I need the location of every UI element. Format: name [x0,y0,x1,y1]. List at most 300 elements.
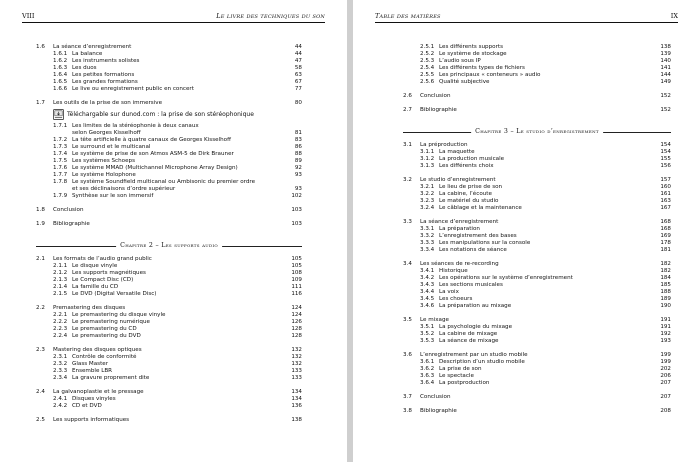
entry-page: 168 [660,219,671,225]
entry-title: Les différents supports [439,44,503,50]
entry-title: Le live ou enregistrement public en concert [72,86,194,92]
toc-subsection-entry[interactable] [36,151,302,158]
entry-page: 132 [291,347,302,353]
entry-title: Mastering des disques optiques [53,347,142,353]
entry-number: 1.6.2 [53,58,68,64]
entry-number: 2.5.4 [420,65,435,71]
entry-title: Le système de prise de son Atmos ASM-5 de Dirk Brauner [72,151,234,157]
entry-title: CD et DVD [72,403,102,409]
toc-subsection-entry[interactable] [403,240,671,247]
entry-page: 138 [291,417,302,423]
entry-page: 93 [294,172,302,178]
entry-number: 3.6.2 [420,366,435,372]
toc-subsection-entry[interactable] [36,326,302,333]
entry-title: Conclusion [53,207,84,213]
download-icon [53,109,64,120]
toc-subsection-entry[interactable] [36,72,302,79]
entry-page: 199 [660,352,671,358]
entry-page: 103 [291,207,302,213]
entry-page: 155 [660,156,671,162]
toc-subsection-entry[interactable] [403,247,671,254]
entry-page: 182 [660,268,671,274]
entry-number: 3.4.1 [420,268,435,274]
entry-title: Contrôle de conformité [72,354,137,360]
entry-number: 3.4 [403,261,412,267]
entry-title: Les outils de la prise de son immersive [53,100,163,106]
entry-number: 3.3.3 [420,240,435,246]
entry-title: La galvanoplastie et le pressage [53,389,144,395]
toc-section-entry[interactable] [403,317,671,324]
entry-page: 189 [660,296,671,302]
entry-number: 1.6.6 [53,86,68,92]
entry-title: Les grandes formations [72,79,138,85]
entry-title: Historique [439,268,468,274]
entry-number: 3.2 [403,177,412,183]
entry-number: 1.7.5 [53,158,68,164]
toc-section [36,123,302,228]
toc-subsection-entry[interactable] [36,368,302,375]
entry-title: Description d’un studio mobile [439,359,525,365]
entry-number: 3.2.2 [420,191,435,197]
entry-page: 199 [660,359,671,365]
toc-subsection-entry[interactable] [403,359,671,366]
toc-section-entry[interactable] [36,100,302,107]
entry-page: 184 [660,275,671,281]
entry-title: Le matériel du studio [439,198,499,204]
entry-page: 92 [294,165,302,171]
entry-number: 1.9 [36,221,45,227]
entry-page: 163 [660,198,671,204]
entry-title: La maquette [439,149,475,155]
entry-page: 88 [294,151,302,157]
entry-number: 2.2.3 [53,326,68,332]
toc-section-entry[interactable] [403,93,671,100]
entry-title: L’enregistrement par un studio mobile [420,352,528,358]
entry-number: 3.1.3 [420,163,435,169]
entry-number: 3.2.4 [420,205,435,211]
entry-title: La production musicale [439,156,505,162]
entry-page: 182 [660,261,671,267]
entry-page: 193 [660,338,671,344]
entry-title: Les supports magnétiques [72,270,146,276]
entry-title: La famille du CD [72,284,119,290]
toc-subsection-entry[interactable] [403,380,671,387]
entry-page: 152 [660,107,671,113]
entry-title: Bibliographie [53,221,90,227]
entry-page: 144 [660,72,671,78]
entry-title: La postproduction [439,380,490,386]
entry-number: 2.1.4 [53,284,68,290]
entry-title: Les opérations sur le système d’enregistrement [439,275,573,281]
right-page [353,0,700,462]
entry-title: La gravure proprement dite [72,375,150,381]
entry-page: 116 [291,291,302,297]
chapter-heading [36,241,302,250]
toc-section-entry[interactable] [403,408,671,415]
entry-number: 1.6.4 [53,72,68,78]
entry-number: 1.7.3 [53,144,68,150]
entry-number: 1.7.1 [53,123,68,129]
entry-title: La voix [439,289,459,295]
entry-number: 1.6.5 [53,79,68,85]
entry-page: 126 [291,319,302,325]
toc-subsection-entry[interactable] [36,333,302,340]
entry-page: 63 [294,72,302,78]
toc-subsection-entry[interactable] [36,193,302,200]
entry-page: 47 [294,58,302,64]
entry-page: 124 [291,312,302,318]
entry-number: 3.4.3 [420,282,435,288]
entry-title: Les sections musicales [439,282,503,288]
toc-subsection-entry[interactable] [403,79,671,86]
entry-title: Premastering des disques [53,305,126,311]
toc-subsection-entry[interactable] [403,338,671,345]
toc-subsection-entry[interactable] [403,303,671,310]
toc-subsection-entry[interactable] [36,403,302,410]
entry-title: Disques vinyles [72,396,116,402]
entry-title: Bibliographie [420,107,457,113]
toc-subsection-entry[interactable] [36,58,302,65]
entry-number: 3.5.1 [420,324,435,330]
left-page [0,0,347,462]
entry-number: 2.2 [36,305,45,311]
entry-page: 133 [291,375,302,381]
entry-title: Le Compact Disc (CD) [72,277,134,283]
entry-number: 2.3.3 [53,368,68,374]
entry-number: 2.1.5 [53,291,68,297]
entry-page: 124 [291,305,302,311]
entry-number: 3.5.3 [420,338,435,344]
toc-section-entry[interactable] [403,394,671,401]
entry-page: 191 [660,317,671,323]
entry-page: 207 [660,380,671,386]
entry-page: 44 [294,51,302,57]
entry-number: 3.3.4 [420,247,435,253]
toc-section-entry[interactable] [403,177,671,184]
toc-subsection-entry[interactable] [403,184,671,191]
toc-subsection-entry[interactable] [403,163,671,170]
page-header [22,8,325,23]
entry-number: 2.2.1 [53,312,68,318]
entry-title: Les séances de re-recording [420,261,499,267]
entry-number: 1.7.9 [53,193,68,199]
toc-subsection-entry[interactable] [36,312,302,319]
toc-subsection-entry[interactable] [403,149,671,156]
entry-page: 81 [294,130,302,136]
entry-title: et ses déclinaisons d’ordre supérieur [72,186,176,192]
entry-title: Le système Soundfield multicanal ou Ambisonic du premier ordre [72,179,256,185]
toc-subsection-entry[interactable] [403,331,671,338]
entry-page: 140 [660,58,671,64]
entry-page: 160 [660,184,671,190]
entry-page: 93 [294,186,302,192]
entry-number: 2.5.5 [420,72,435,78]
entry-number: 2.5.2 [420,51,435,57]
entry-title: Les systèmes Schoeps [72,158,136,164]
entry-title: Les choeurs [439,296,473,302]
entry-title: Glass Master [72,361,109,367]
toc-section-entry[interactable] [36,305,302,312]
entry-number: 3.2.3 [420,198,435,204]
toc-subsection-entry[interactable] [403,58,671,65]
entry-number: 3.5.2 [420,331,435,337]
entry-number: 1.6.3 [53,65,68,71]
entry-number: 3.4.6 [420,303,435,309]
toc-section-entry[interactable] [403,261,671,268]
entry-number: 2.5.6 [420,79,435,85]
toc-subsection-entry[interactable] [36,375,302,382]
toc-subsection-entry[interactable] [403,373,671,380]
toc-subsection-entry[interactable] [36,130,302,137]
entry-number: 1.7.6 [53,165,68,171]
entry-number: 3.1.2 [420,156,435,162]
toc-subsection-entry[interactable] [36,172,302,179]
entry-page: 105 [291,263,302,269]
entry-title: Le premastering du DVD [72,333,141,339]
entry-title: Les principaux « conteneurs » audio [439,72,541,78]
entry-title: Le câblage et la maintenance [439,205,522,211]
toc-subsection-entry[interactable] [36,319,302,326]
entry-page: 169 [660,233,671,239]
entry-title: Le premastering numérique [72,319,150,325]
entry-page: 154 [660,142,671,148]
entry-title: Les instruments solistes [72,58,140,64]
entry-page: 156 [660,163,671,169]
toc-section-entry[interactable] [36,207,302,214]
toc-subsection-entry[interactable] [36,291,302,298]
toc-subsection-entry[interactable] [403,156,671,163]
entry-number: 3.6.1 [420,359,435,365]
entry-page: 207 [660,394,671,400]
entry-number: 2.4 [36,389,45,395]
entry-title: Synthèse sur le son immersif [72,193,154,199]
entry-page: 191 [660,324,671,330]
entry-number: 2.5 [36,417,45,423]
entry-number: 2.4.2 [53,403,68,409]
entry-title: Le studio d’enregistrement [420,177,496,183]
download-text: Téléchargable sur dunod.com : la prise de son stéréophonique [67,111,254,118]
entry-number: 3.1 [403,142,412,148]
toc-subsection-entry[interactable] [36,51,302,58]
entry-number: 2.2.2 [53,319,68,325]
entry-number: 3.1.1 [420,149,435,155]
entry-title: Les limites de la stéréophonie à deux canaux [72,123,199,129]
entry-title: L’audio sous IP [439,58,481,64]
entry-page: 206 [660,373,671,379]
toc-left [36,44,302,424]
entry-number: 3.6 [403,352,412,358]
entry-number: 2.3 [36,347,45,353]
entry-page: 208 [660,408,671,414]
entry-page: 109 [291,277,302,283]
toc-section-entry[interactable] [36,44,302,51]
entry-number: 2.4.1 [53,396,68,402]
entry-title: Les différents types de fichiers [439,65,525,71]
entry-number: 3.5 [403,317,412,323]
toc-subsection-entry[interactable] [403,51,671,58]
entry-number: 2.6 [403,93,412,99]
entry-page: 67 [294,79,302,85]
toc-section-entry[interactable] [36,389,302,396]
entry-title: Les supports informatiques [53,417,130,423]
toc-subsection-entry[interactable] [403,366,671,373]
entry-number: 2.7 [403,107,412,113]
entry-title: Le DVD (Digital Versatile Disc) [72,291,157,297]
entry-title: Le spectacle [439,373,474,379]
entry-title: La prise de son [439,366,482,372]
entry-page: 188 [660,289,671,295]
toc-section-entry[interactable] [403,219,671,226]
toc-section-entry[interactable] [36,347,302,354]
entry-title: La psychologie du mixage [439,324,513,330]
entry-page: 58 [294,65,302,71]
toc-section-entry[interactable] [403,352,671,359]
entry-number: 3.3.2 [420,233,435,239]
entry-page: 83 [294,137,302,143]
entry-title: Ensemble LBR [72,368,113,374]
download-note[interactable] [36,109,302,122]
entry-page: 202 [660,366,671,372]
toc-subsection-entry[interactable] [36,263,302,270]
toc-section-entry[interactable] [36,256,302,263]
toc-subsection-entry[interactable] [36,158,302,165]
toc-subsection-entry[interactable] [36,361,302,368]
toc-subsection-entry[interactable] [36,284,302,291]
entry-title: La tête artificielle à quatre canaux de Georges Kisselhoff [72,137,231,143]
toc-subsection-entry[interactable] [36,123,302,130]
entry-page: 133 [291,368,302,374]
entry-title: La cabine, l’écoute [439,191,492,197]
entry-title: La séance d’enregistrement [420,219,499,225]
entry-page: 103 [291,221,302,227]
entry-number: 3.7 [403,394,412,400]
entry-page: 178 [660,240,671,246]
toc-subsection-entry[interactable] [403,191,671,198]
toc-subsection-entry[interactable] [36,277,302,284]
toc-subsection-entry[interactable] [403,233,671,240]
entry-number: 2.3.2 [53,361,68,367]
entry-title: Les notations de séance [439,247,507,253]
entry-title: Le système de stockage [439,51,507,57]
entry-page: 132 [291,361,302,367]
toc-subsection-entry[interactable] [36,165,302,172]
entry-number: 2.1.1 [53,263,68,269]
toc-section [403,44,671,114]
entry-title: Conclusion [420,93,451,99]
toc-subsection-entry[interactable] [36,270,302,277]
entry-title: Le lieu de prise de son [439,184,503,190]
toc-section-entry[interactable] [403,142,671,149]
entry-title: Le surround et le multicanal [72,144,151,150]
toc-subsection-entry[interactable] [36,144,302,151]
entry-number: 3.2.1 [420,184,435,190]
entry-page: 157 [660,177,671,183]
entry-title: Le mixage [420,317,449,323]
toc-subsection-entry[interactable] [403,205,671,212]
entry-page: 80 [294,100,302,106]
entry-page: 149 [660,79,671,85]
entry-title: Le premastering du CD [72,326,137,332]
running-title: Table des matières [375,12,441,20]
entry-page: 185 [660,282,671,288]
toc-right [403,44,671,415]
toc-subsection-entry[interactable] [36,186,302,193]
entry-number: 2.1.2 [53,270,68,276]
entry-number: 3.4.4 [420,289,435,295]
entry-title: Les petites formations [72,72,135,78]
running-title: Le livre des techniques du son [216,12,325,20]
toc-section-entry[interactable] [36,221,302,228]
page-number: VIII [22,12,35,20]
entry-page: 168 [660,226,671,232]
toc-section-entry[interactable] [403,107,671,114]
toc-subsection-entry[interactable] [403,65,671,72]
entry-number: 2.5.3 [420,58,435,64]
toc-subsection-entry[interactable] [403,198,671,205]
entry-number: 2.1 [36,256,45,262]
entry-number: 1.7.8 [53,179,68,185]
entry-number: 2.5.1 [420,44,435,50]
toc-subsection-entry[interactable] [403,268,671,275]
entry-page: 167 [660,205,671,211]
entry-number: 2.1.3 [53,277,68,283]
chapter-heading [403,127,671,136]
toc-section-entry[interactable] [36,417,302,424]
entry-title: Qualité subjective [439,79,490,85]
entry-page: 132 [291,354,302,360]
entry-page: 89 [294,158,302,164]
toc-subsection-entry[interactable] [403,72,671,79]
entry-title: Conclusion [420,394,451,400]
entry-page: 108 [291,270,302,276]
entry-title: La préparation [439,226,480,232]
toc-subsection-entry[interactable] [403,282,671,289]
entry-title: L’enregistrement des bases [439,233,517,239]
entry-page: 134 [291,389,302,395]
entry-title: La balance [72,51,103,57]
toc-subsection-entry[interactable] [403,296,671,303]
toc-subsection-entry[interactable] [403,44,671,51]
toc-subsection-entry[interactable] [36,137,302,144]
entry-title: Les formats de l’audio grand public [53,256,152,262]
toc-subsection-entry[interactable] [36,86,302,93]
entry-title: Le système Holophone [72,172,136,178]
toc-subsection-entry[interactable] [403,275,671,282]
toc-subsection-entry[interactable] [403,324,671,331]
entry-page: 102 [291,193,302,199]
entry-number: 2.3.4 [53,375,68,381]
toc-subsection-entry[interactable] [36,396,302,403]
toc-section [36,256,302,424]
toc-subsection-entry[interactable] [36,79,302,86]
entry-number: 1.6 [36,44,45,50]
entry-title: Bibliographie [420,408,457,414]
entry-page: 134 [291,396,302,402]
entry-page: 161 [660,191,671,197]
toc-subsection-entry[interactable] [403,289,671,296]
entry-title: Les différents choix [439,163,494,169]
toc-subsection-entry[interactable] [403,226,671,233]
entry-page: 138 [660,44,671,50]
toc-subsection-entry[interactable] [36,179,302,186]
entry-number: 1.7.7 [53,172,68,178]
toc-subsection-entry[interactable] [36,65,302,72]
entry-number: 1.7 [36,100,45,106]
entry-title: Les duos [72,65,97,71]
entry-number: 3.6.4 [420,380,435,386]
toc-subsection-entry[interactable] [36,354,302,361]
entry-page: 141 [660,65,671,71]
